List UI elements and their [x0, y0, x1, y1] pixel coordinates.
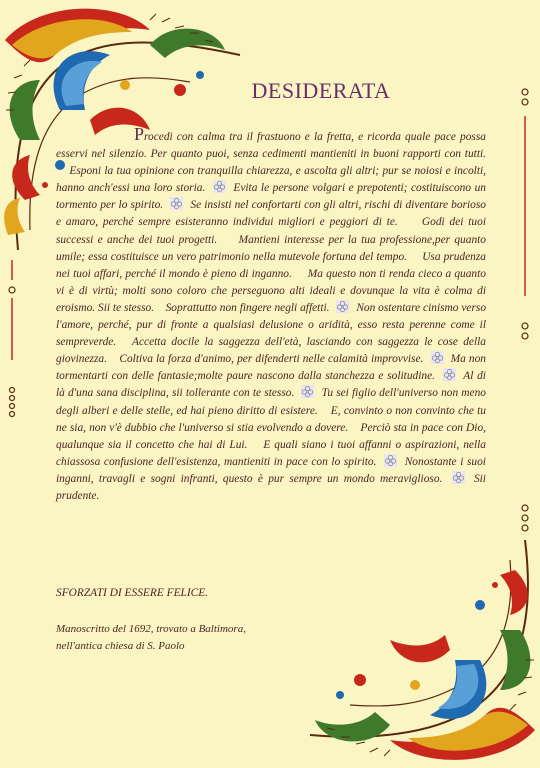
poem-body: [56, 126, 486, 505]
page-title: DESIDERATA: [251, 78, 391, 103]
sentence: Esponi la tua opinione con tranquilla chiarezza, e ascolta gli altri; pur se noiosi e incolti, hanno anch'essi una loro storia.: [56, 165, 486, 195]
provenance-line-1: Manoscritto del 1692, trovato a Baltimora,: [56, 623, 246, 635]
dot-chain-left: [6, 250, 18, 450]
sentence: Al di là d'una sana disciplina, sii tollerante con te stesso.: [56, 370, 486, 400]
sentence: Mantieni interesse per la tua professione,per quanto umile; essa costituisce un vero patrimonio nella mutevole fortuna del tempo.: [56, 233, 486, 263]
sentence: Ma questo non ti renda cieco a quanto vi è di virtù; molti sono coloro che perseguono alti ideali e dovunque la vita è colma di eroismo. Sii te stesso.: [56, 267, 486, 314]
flower-divider-icon: [301, 385, 314, 398]
provenance-line-2: nell'antica chiesa di S. Paolo: [56, 640, 185, 652]
sentence: Sii prudente.: [56, 472, 486, 502]
sentence: Evita le persone volgari e prepotenti; costituiscono un tormento per lo spirito.: [56, 182, 486, 212]
flower-divider-icon: [443, 368, 456, 381]
flower-divider-icon: [336, 300, 349, 313]
flower-divider-icon: [384, 454, 397, 467]
sentence: Accetta docile la saggezza dell'età, lasciando con saggezza le cose della giovinezza.: [56, 336, 486, 366]
flower-divider-icon: [452, 471, 465, 484]
sentence: Perciò sta in pace con Dio, qualunque sia il concetto che hai di Lui.: [56, 421, 486, 451]
closing-motto: SFORZATI DI ESSERE FELICE.: [56, 587, 209, 599]
sentence: Non ostentare cinismo verso l'amore, perché, pur di fronte a qualsiasi delusione o aridità, esso resta perenne come il sempreverde.: [56, 301, 487, 349]
provenance-note: [56, 621, 356, 655]
poem-paragraph: [56, 126, 486, 505]
sentence: Soprattutto non fingere negli affetti.: [165, 301, 330, 314]
drop-cap: P: [134, 124, 145, 144]
sentence: Tu sei figlio dell'universo non meno degli alberi e delle stelle, ed hai pieno diritto di esistere.: [56, 387, 486, 417]
sentence: Ma non tormentarti con delle fantasie;molte paure nascono dalla stanchezza e solitudine.: [56, 353, 486, 383]
sentence: E, convinto o non convinto che tu ne sia, non v'è dubbio che l'universo si stia evolvendo a dovere.: [56, 404, 486, 434]
dot-chain-right: [518, 86, 532, 536]
sentence: Se insisti nel confortarti con gli altri, rischi di diventare borioso e amaro, perché sempre esisteranno individui migliori e peggiori di te.: [56, 199, 486, 229]
sentence: Nonostante i suoi inganni, travagli e sogni infranti, questo è pur sempre un mondo meraviglioso.: [56, 455, 486, 485]
flower-divider-icon: [170, 197, 183, 210]
sentence: Usa prudenza nei tuoi affari, perché il mondo è pieno di inganno.: [56, 250, 486, 280]
flower-divider-icon: [213, 180, 226, 193]
flower-divider-icon: [431, 351, 444, 364]
sentence: E quali siano i tuoi affanni o aspirazioni, nella chiassosa confusione dell'esistenza, mantieniti in pace con lo spirito.: [56, 438, 486, 468]
sentence: Godi dei tuoi successi e anche dei tuoi progetti.: [56, 216, 486, 246]
sentence: Coltiva la forza d'animo, per difenderti nelle calamità improvvise.: [119, 353, 424, 366]
sentence: rocedi con calma tra il frastuono e la fretta, e ricorda quale pace possa esservi nel silenzio. Per quanto puoi, senza cedimenti mantieniti in buoni rapporti con tutti.: [56, 131, 486, 161]
